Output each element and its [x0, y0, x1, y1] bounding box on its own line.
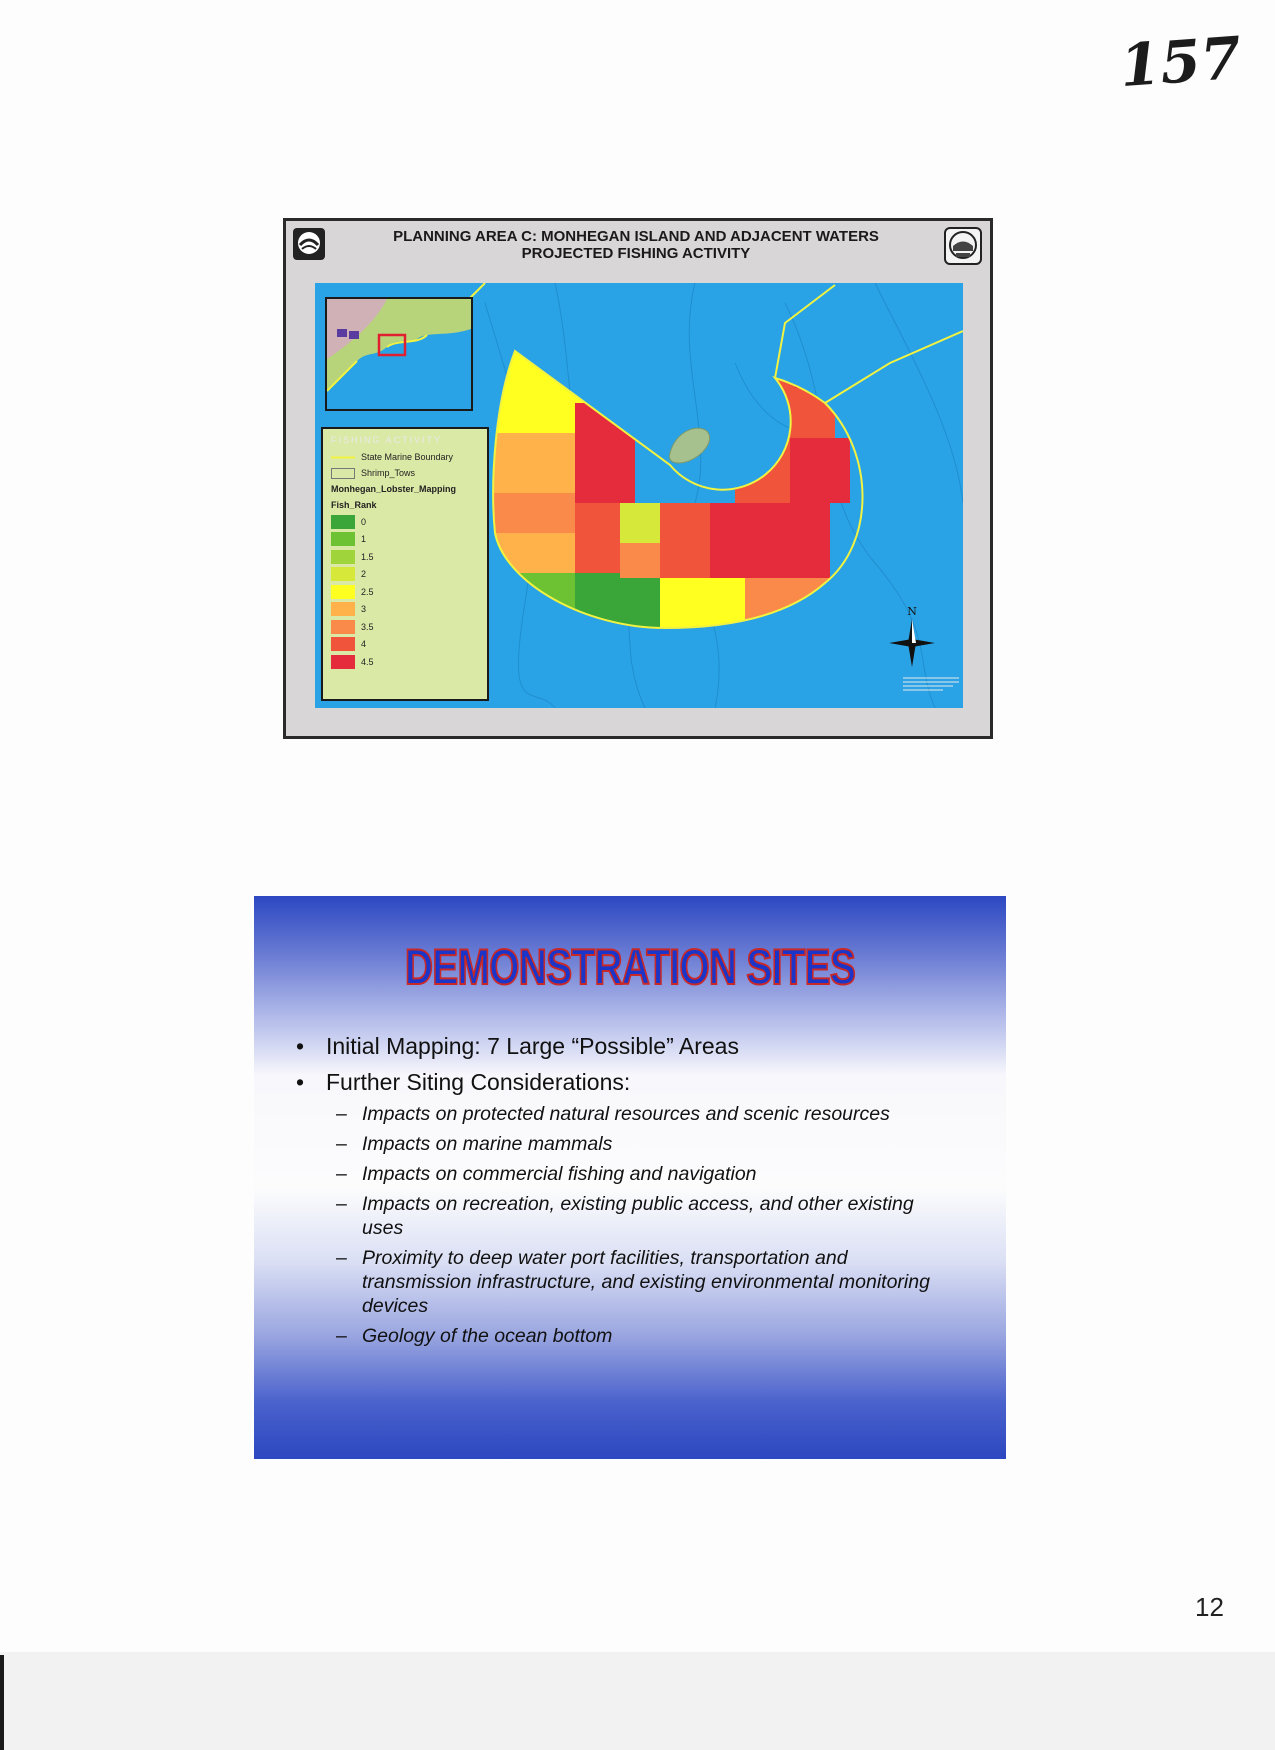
fish-rank-swatch: [331, 515, 355, 529]
map-slide-header: [286, 221, 990, 269]
legend-heading: FISHING ACTIVITY: [331, 435, 443, 445]
fish-rank-label: 2.5: [361, 586, 374, 597]
sub-bullet-text: Impacts on marine mammals: [362, 1133, 613, 1155]
map-slide: [283, 218, 993, 739]
fish-rank-row: [331, 531, 479, 549]
fish-rank-label: 0: [361, 516, 367, 527]
sub-bullet-text: Proximity to deep water port facilities, transportation and transmission infrastructure, and existing environmental monitoring devices: [362, 1247, 930, 1317]
demonstration-sites-slide: [254, 896, 1006, 1459]
sub-bullet-item: [336, 1324, 952, 1348]
fish-rank-swatch: [331, 550, 355, 564]
dash-icon: –: [336, 1193, 347, 1215]
fish-rank-swatch: [331, 567, 355, 581]
bullet-icon: •: [296, 1033, 305, 1059]
fish-rank-swatch: [331, 532, 355, 546]
fish-rank-label: 4.5: [361, 656, 374, 667]
fish-rank-label: 3: [361, 604, 367, 615]
fish-rank-label: 1.5: [361, 551, 374, 562]
sub-bullet-item: [336, 1102, 952, 1126]
sub-bullet-item: [336, 1192, 952, 1240]
map-title-line2: PROJECTED FISHING ACTIVITY: [521, 245, 751, 262]
legend-layer-label: Monhegan_Lobster_Mapping: [331, 484, 457, 494]
legend-tows-label: Shrimp_Tows: [361, 468, 416, 478]
fish-rank-row: [331, 601, 479, 619]
sub-bullet-text: Geology of the ocean bottom: [362, 1325, 613, 1347]
slide-title: DEMONSTRATION SITES: [404, 939, 856, 995]
sub-bullet-text: Impacts on commercial fishing and navigation: [362, 1163, 757, 1185]
bullet-item: [296, 1068, 976, 1096]
sub-bullet-text: Impacts on protected natural resources and scenic resources: [362, 1103, 890, 1125]
fish-rank-row: [331, 513, 479, 531]
fish-rank-label: 4: [361, 639, 367, 650]
bullet-item: [296, 1032, 976, 1060]
boundary-line-icon: [331, 452, 355, 463]
fish-rank-swatch: [331, 637, 355, 651]
dash-icon: –: [336, 1133, 347, 1155]
sub-bullet-text: Impacts on recreation, existing public access, and other existing uses: [362, 1193, 914, 1239]
fish-rank-swatch: [331, 602, 355, 616]
fish-rank-row: [331, 548, 479, 566]
fish-rank-row: [331, 653, 479, 671]
fish-rank-label: 1: [361, 534, 367, 545]
locator-inset-map: [325, 297, 473, 411]
scan-bottom-strip: [0, 1652, 1275, 1750]
shrimp-tows-swatch: [331, 468, 355, 479]
scan-edge: [0, 1655, 4, 1750]
fish-rank-list: [331, 513, 479, 671]
map-fine-print: [903, 675, 961, 695]
fish-rank-label: 2: [361, 569, 367, 580]
map-title: [336, 228, 936, 262]
fish-rank-label: 3.5: [361, 621, 374, 632]
dash-icon: –: [336, 1103, 347, 1125]
north-arrow-icon: [885, 605, 939, 671]
dash-icon: –: [336, 1325, 347, 1347]
fish-rank-row: [331, 618, 479, 636]
dash-icon: –: [336, 1247, 347, 1269]
fish-rank-row: [331, 583, 479, 601]
agency-logo-icon: [292, 227, 326, 261]
legend-boundary-row: [331, 449, 479, 465]
sub-bullet-item: [336, 1246, 952, 1318]
fish-rank-row: [331, 566, 479, 584]
sub-bullet-list: [336, 1102, 976, 1348]
legend-boundary-label: State Marine Boundary: [361, 452, 454, 462]
compass-label: N: [907, 605, 917, 618]
bullet-text: Initial Mapping: 7 Large “Possible” Areas: [326, 1033, 739, 1059]
map-legend: [321, 427, 489, 701]
fish-rank-swatch: [331, 620, 355, 634]
fish-rank-row: [331, 636, 479, 654]
legend-tows-row: [331, 465, 479, 481]
dash-icon: –: [336, 1163, 347, 1185]
inset-map-graphic: [327, 299, 471, 409]
map-frame: [315, 283, 963, 708]
fish-rank-swatch: [331, 655, 355, 669]
sub-bullet-item: [336, 1132, 952, 1156]
handwritten-page-number: 157: [1117, 23, 1244, 101]
bullet-text: Further Siting Considerations:: [326, 1069, 631, 1095]
map-title-line1: PLANNING AREA C: MONHEGAN ISLAND AND ADJACENT WATERS: [393, 228, 879, 245]
bullet-icon: •: [296, 1069, 305, 1095]
sub-bullet-item: [336, 1162, 952, 1186]
bullet-list: [296, 1032, 976, 1354]
state-seal-icon: [944, 227, 982, 265]
page-number: 12: [1195, 1592, 1224, 1622]
legend-field-label: Fish_Rank: [331, 500, 377, 510]
fish-rank-swatch: [331, 585, 355, 599]
